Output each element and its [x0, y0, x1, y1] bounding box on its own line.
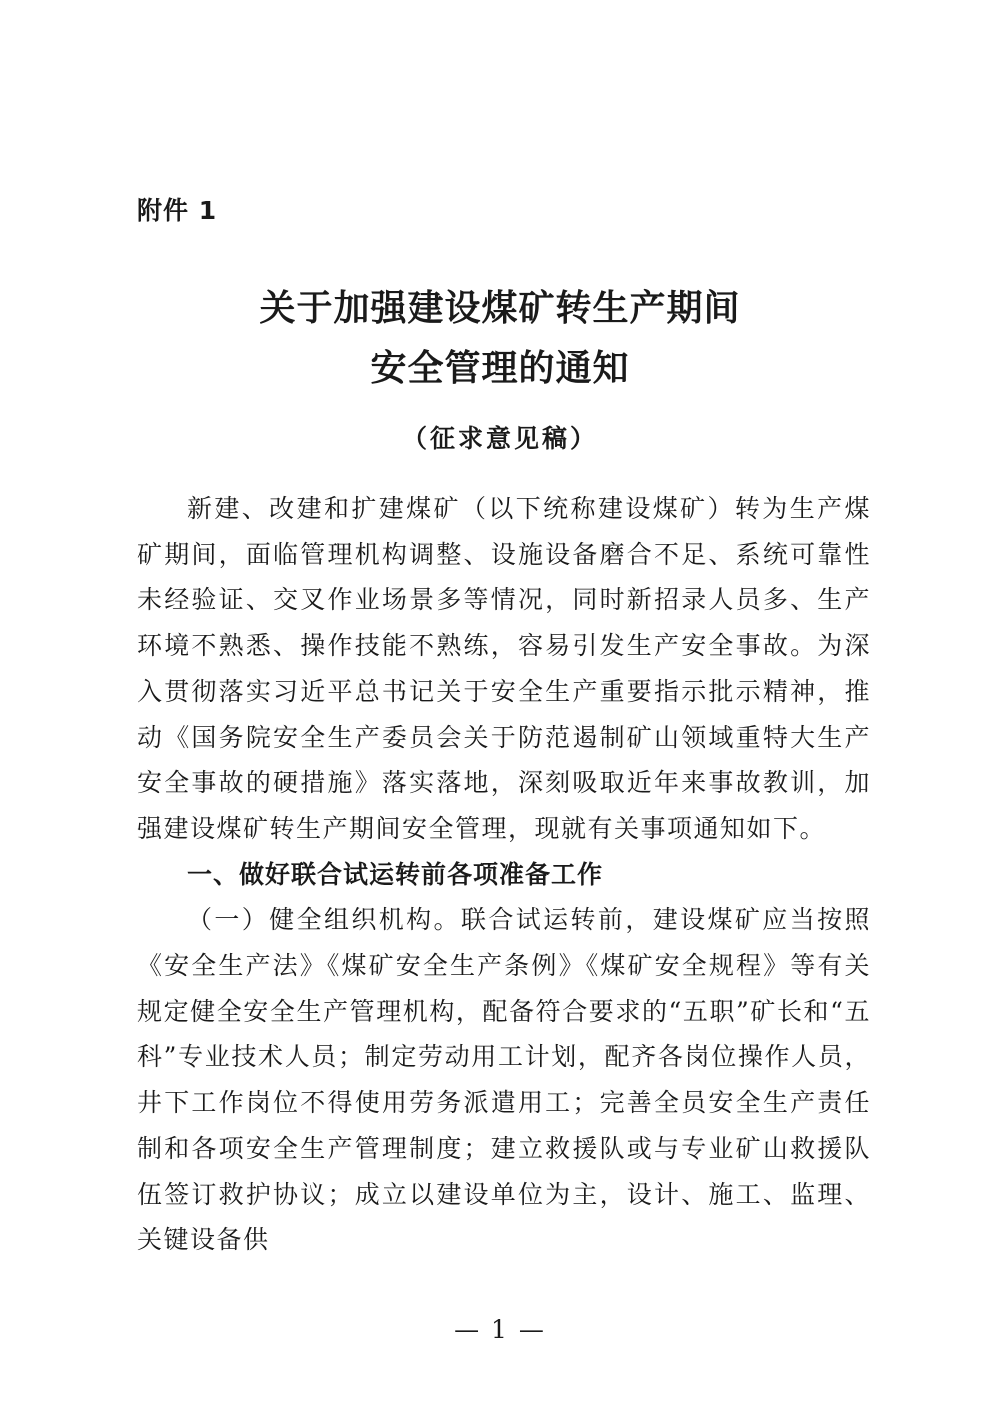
document-title	[0, 278, 1000, 398]
page-number: — 1 —	[454, 1315, 546, 1344]
title-line-1: 关于加强建设煤矿转生产期间	[259, 287, 741, 329]
attachment-label: 附件 1	[137, 196, 218, 225]
title-line-2: 安全管理的通知	[370, 347, 630, 389]
item-paragraph-1	[137, 897, 871, 1263]
item-1-text: 联合试运转前，建设煤矿应当按照《安全生产法》《煤矿安全生产条例》《煤矿安全规程》等有关规定健全安全生产管理机构，配备符合要求的“五职”矿长和“五科”专业技术人员；制定劳动用工计划，配齐各岗位操作人员，井下工作岗位不得使用劳务派遣用工；完善全员安全生产责任制和各项安全生产管理制度；建立救援队或与专业矿山救援队伍签订救护协议；成立以建设单位为主，设计、施工、监理、关键设备供	[137, 905, 871, 1255]
item-1-lead: （一）健全组织机构。	[187, 905, 461, 935]
section-heading-1: 一、做好联合试运转前各项准备工作	[187, 859, 604, 889]
intro-paragraph: 新建、改建和扩建煤矿（以下统称建设煤矿）转为生产煤矿期间，面临管理机构调整、设施设备磨合不足、系统可靠性未经验证、交叉作业场景多等情况，同时新招录人员多、生产环境不熟悉、操作技能不熟练，容易引发生产安全事故。为深入贯彻落实习近平总书记关于安全生产重要指示批示精神，推动《国务院安全生产委员会关于防范遏制矿山领域重特大生产安全事故的硬措施》落实落地，深刻吸取近年来事故教训，加强建设煤矿转生产期间安全管理，现就有关事项通知如下。	[137, 494, 871, 843]
draft-subtitle: （征求意见稿）	[401, 424, 598, 453]
document-body	[137, 486, 871, 1263]
